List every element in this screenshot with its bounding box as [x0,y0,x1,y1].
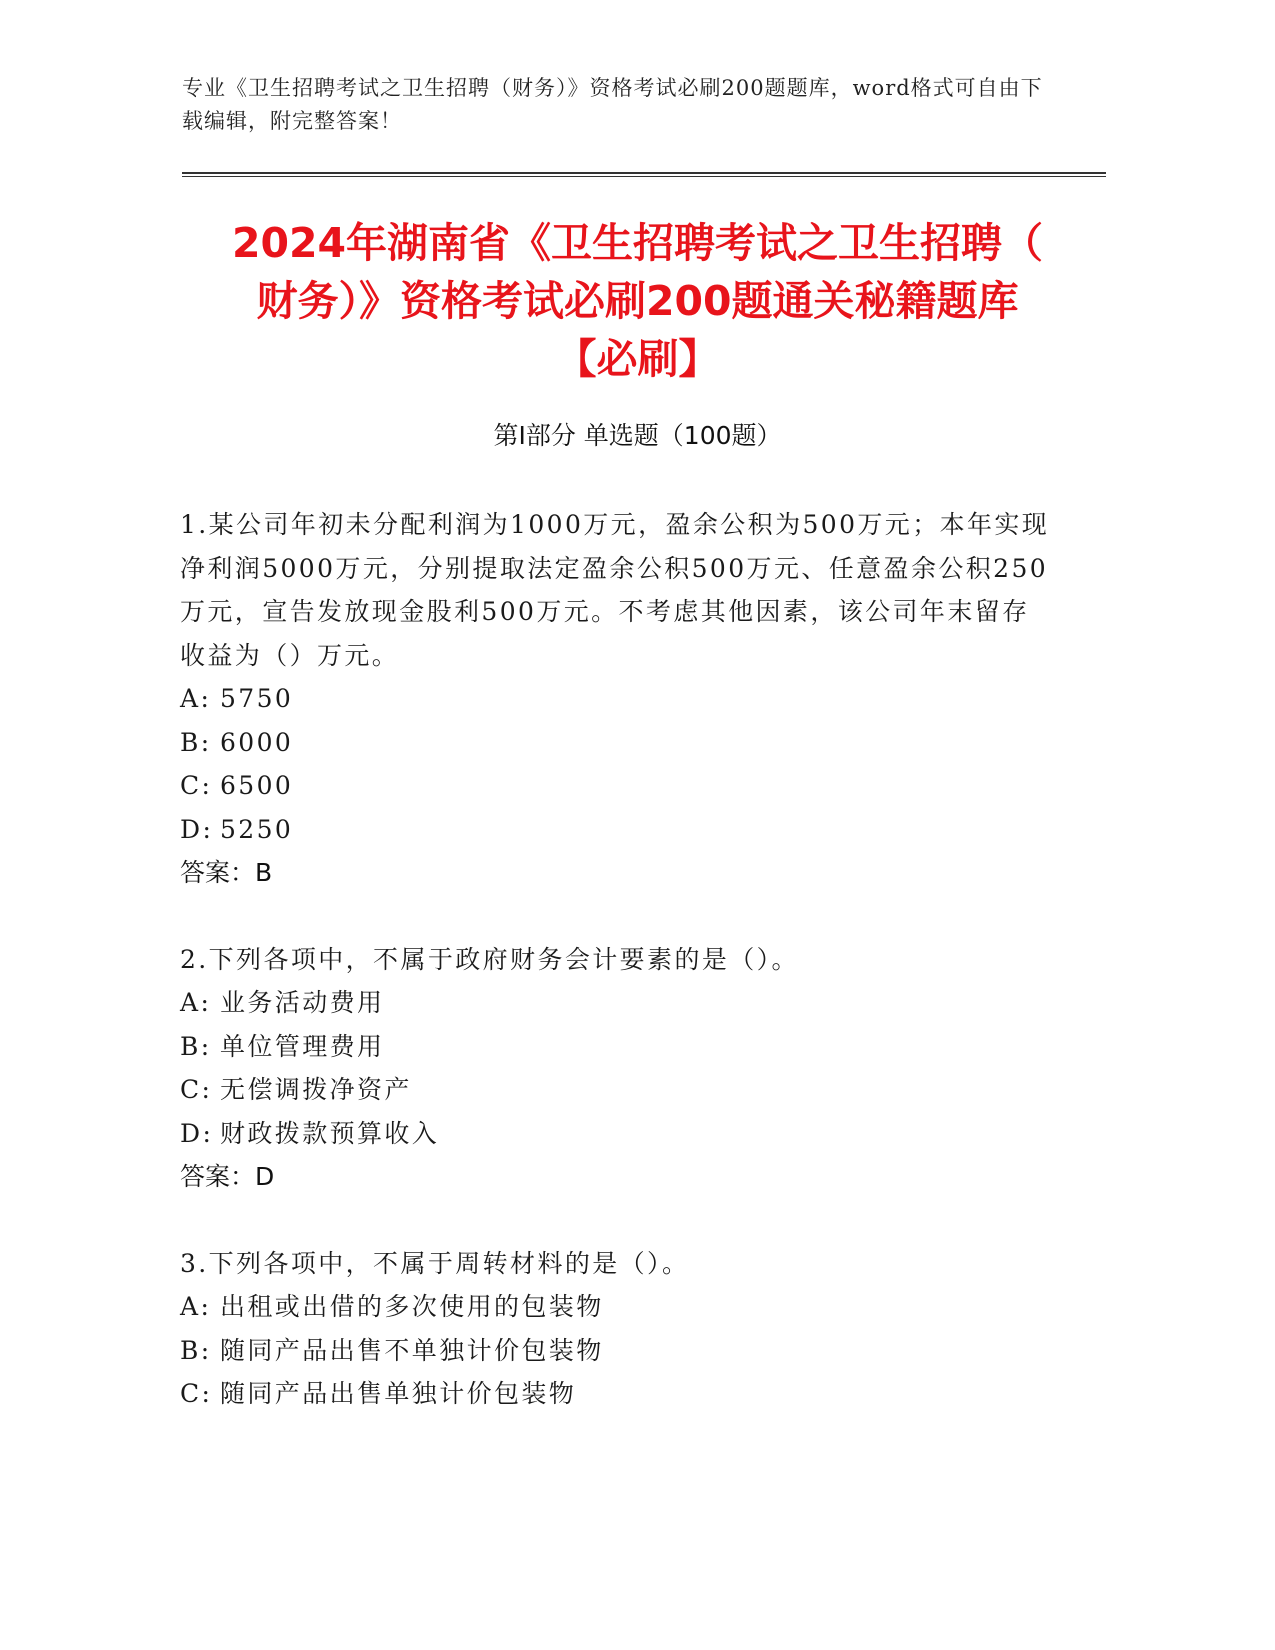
option-b [180,1025,1050,1069]
header-note: 专业《卫生招聘考试之卫生招聘（财务）》资格考试必刷200题题库，word格式可自由下载编辑，附完整答案！ [182,76,1043,133]
option-letter: D: [180,814,214,844]
option-letter: C: [180,771,213,800]
option-letter: B: [180,727,212,757]
title-line-1: 2024年湖南省《卫生招聘考试之卫生招聘（ [231,219,1044,267]
title-line-2: 财务）》资格考试必刷200题通关秘籍题库 [256,277,1019,325]
title-line-3: 【必刷】 [555,335,720,383]
question-stem: 1.某公司年初未分配利润为1000万元，盈余公积为500万元；本年实现净利润5000万元，分别提取法定盈余公积500万元、任意盈余公积250万元，宣告发放现金股利500万元。不考虑其他因素，该公司年末留存收益为（）万元。 [180,510,1050,670]
option-a [180,1285,1050,1329]
option-c [180,1372,1050,1416]
header-divider [182,172,1106,177]
option-c [180,764,1050,808]
option-letter: A: [180,1292,212,1321]
option-text: 出租或出借的多次使用的包装物 [220,1292,604,1321]
question-3 [180,1242,1050,1416]
option-letter: C: [180,1379,213,1408]
option-d [180,1112,1050,1156]
option-text: 财政拨款预算收入 [220,1118,440,1148]
option-text: 6500 [220,771,294,800]
option-letter: B: [180,1031,212,1061]
option-text: 单位管理费用 [220,1031,385,1061]
answer-line: 答案：D [180,1162,275,1191]
question-1 [180,503,1050,895]
option-text: 随同产品出售不单独计价包装物 [220,1335,604,1365]
option-letter: B: [180,1335,212,1365]
option-text: 6000 [220,727,294,757]
option-letter: A: [180,988,212,1017]
section-heading: 第Ⅰ部分 单选题（100题） [493,421,782,450]
option-text: 随同产品出售单独计价包装物 [220,1379,577,1408]
option-text: 5250 [220,814,294,844]
question-stem: 2.下列各项中，不属于政府财务会计要素的是（）。 [180,944,799,974]
option-a [180,677,1050,721]
question-2 [180,938,1050,1199]
option-text: 业务活动费用 [220,988,385,1017]
option-a [180,981,1050,1025]
option-text: 无偿调拨净资产 [220,1075,412,1104]
option-d [180,808,1050,852]
question-stem: 3.下列各项中，不属于周转材料的是（）。 [180,1248,690,1278]
option-c [180,1068,1050,1112]
document-title [170,214,1105,388]
question-list [180,503,1050,1459]
option-b [180,1329,1050,1373]
option-letter: C: [180,1075,213,1104]
option-letter: D: [180,1118,214,1148]
option-letter: A: [180,684,212,713]
answer-line: 答案：B [180,858,273,887]
option-text: 5750 [220,684,294,713]
option-b [180,721,1050,765]
